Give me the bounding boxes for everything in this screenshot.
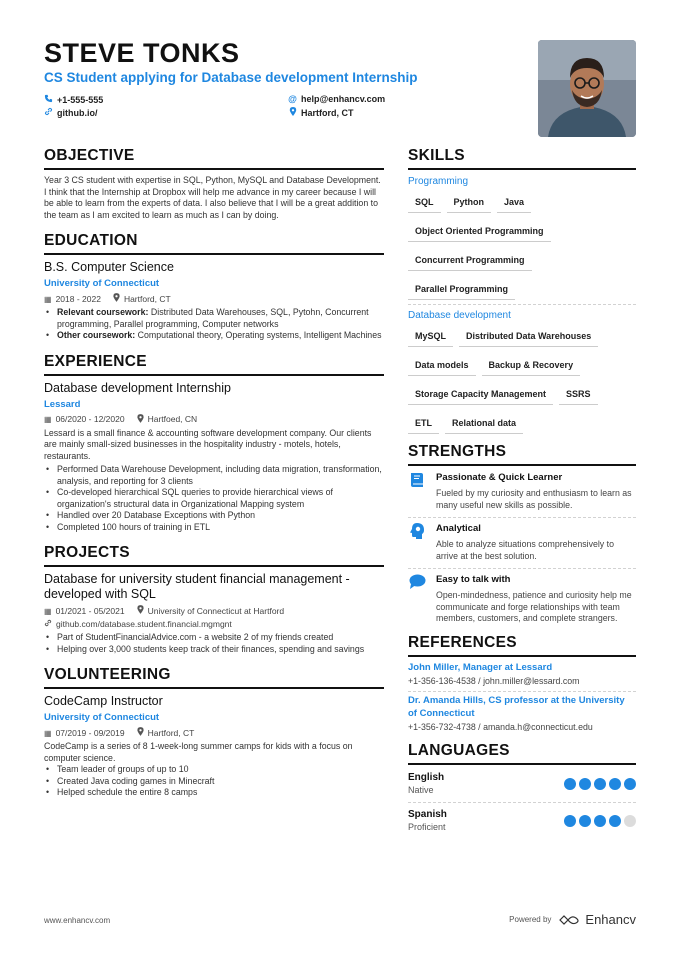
skill-row <box>408 326 636 347</box>
strengths-section <box>408 442 636 625</box>
project-meta <box>44 605 384 617</box>
powered-by-text: Powered by <box>509 915 552 924</box>
at-icon: @ <box>288 94 297 104</box>
reference-contact: +1-356-136-4538 / john.miller@lessard.com <box>408 676 580 686</box>
rating-dot-filled <box>609 778 621 790</box>
strength-text: Open-mindedness, patience and curiosity help me communicate and forge relationships with team members, customers, and complete strangers. <box>436 590 632 623</box>
skill-group-programming: Programming <box>408 176 469 187</box>
list-item <box>44 330 384 342</box>
rating-dot-filled <box>564 778 576 790</box>
language-item <box>408 807 636 837</box>
experience-location <box>137 414 198 426</box>
strength-item <box>408 471 636 511</box>
project-name: Database for university student financial management - developed with SQL <box>44 572 350 601</box>
list-item: • Created Java coding games in Minecraft <box>44 776 384 788</box>
calendar-icon: ▦ <box>44 728 52 738</box>
skill-row <box>408 250 636 271</box>
education-degree: B.S. Computer Science <box>44 260 174 274</box>
skill-tag: Distributed Data Warehouses <box>459 326 598 347</box>
email-text: help@enhancv.com <box>301 94 386 104</box>
volunteering-dates <box>44 727 125 739</box>
location-pin-icon <box>137 414 144 426</box>
strength-item <box>408 522 636 562</box>
skill-row <box>408 192 636 213</box>
footer-branding <box>509 912 636 927</box>
right-column <box>408 146 636 847</box>
language-rating <box>564 778 636 790</box>
education-title: EDUCATION <box>44 231 384 255</box>
strength-item <box>408 573 636 625</box>
education-dates <box>44 293 101 305</box>
strength-body <box>436 471 636 511</box>
experience-location-text: Hartfoed, CN <box>147 414 198 424</box>
project-dates-text: 01/2021 - 05/2021 <box>55 605 125 616</box>
references-title: REFERENCES <box>408 633 636 657</box>
bullet-text: Distributed Data Warehouses, SQL, Pytohn, Concurrent programming, Parallel programming, Computer networks <box>57 307 369 329</box>
skill-tag: Storage Capacity Management <box>408 384 553 405</box>
strength-text: Fueled by my curiosity and enthusiasm to learn as many useful new skills as possible. <box>436 488 632 510</box>
language-level: Proficient <box>408 822 446 832</box>
location-pin-icon <box>137 605 144 617</box>
phone-icon <box>44 94 53 105</box>
rating-dot-filled <box>624 778 636 790</box>
strength-title: Passionate & Quick Learner <box>436 472 563 483</box>
list-item: • Completed 100 hours of training in ETL <box>44 522 384 534</box>
language-info <box>408 772 444 796</box>
volunteering-meta <box>44 727 384 739</box>
resume-header <box>44 38 524 118</box>
education-school: University of Connecticut <box>44 278 160 289</box>
objective-section <box>44 146 384 221</box>
brand-name: Enhancv <box>585 912 636 927</box>
skill-tag: Object Oriented Programming <box>408 221 551 242</box>
email-contact[interactable] <box>288 94 385 104</box>
education-location <box>113 293 171 305</box>
volunteering-location <box>137 727 195 739</box>
location-text: Hartford, CT <box>301 107 354 118</box>
calendar-icon: ▦ <box>44 606 52 616</box>
enhancv-logo-icon <box>559 914 581 926</box>
education-section <box>44 231 384 342</box>
left-column <box>44 146 384 809</box>
reference-item <box>408 662 636 688</box>
strengths-title: STRENGTHS <box>408 442 636 466</box>
project-location <box>137 605 285 617</box>
divider <box>408 304 636 305</box>
rating-dot-filled <box>609 815 621 827</box>
skill-row <box>408 221 636 242</box>
skill-group-database: Database development <box>408 310 511 321</box>
language-level: Native <box>408 785 434 795</box>
strength-title: Analytical <box>436 523 481 534</box>
head-brain-icon <box>408 522 426 540</box>
bullet-label: Other coursework: <box>57 330 136 340</box>
rating-dot-filled <box>594 778 606 790</box>
rating-dot-filled <box>579 815 591 827</box>
profile-photo <box>538 40 636 137</box>
education-bullets <box>44 307 384 342</box>
divider <box>408 691 636 692</box>
experience-company: Lessard <box>44 398 81 410</box>
reference-name: John Miller, Manager at Lessard <box>408 661 553 673</box>
education-location-text: Hartford, CT <box>123 293 171 304</box>
language-info <box>408 809 447 833</box>
project-location-text: University of Connecticut at Hartford <box>147 605 285 616</box>
experience-dates <box>44 414 125 426</box>
book-icon <box>408 471 426 489</box>
skill-tag: Concurrent Programming <box>408 250 532 271</box>
volunteering-description: CodeCamp is a series of 8 1-week-long summer camps for kids with a focus on computer science. <box>44 741 353 763</box>
location-pin-icon <box>137 727 144 739</box>
calendar-icon: ▦ <box>44 415 52 424</box>
website-contact[interactable] <box>44 107 98 118</box>
list-item: • Co-developed hierarchical SQL queries to provide hierarchical views of organization's structural data in Organizational Mapping system <box>44 487 384 510</box>
link-icon <box>44 619 52 630</box>
languages-section <box>408 741 636 837</box>
website-text: github.io/ <box>57 107 98 118</box>
experience-role: Database development Internship <box>44 380 231 395</box>
skills-section <box>408 146 636 434</box>
skill-tag: Backup & Recovery <box>482 355 581 376</box>
skill-tag: SSRS <box>559 384 598 405</box>
experience-dates-text: 06/2020 - 12/2020 <box>55 414 125 424</box>
location-pin-icon <box>288 107 297 118</box>
volunteering-location-text: Hartford, CT <box>147 727 195 738</box>
skill-tag: Python <box>447 192 492 213</box>
volunteering-role: CodeCamp Instructor <box>44 694 163 708</box>
skill-tag: Parallel Programming <box>408 279 515 300</box>
list-item <box>44 307 384 330</box>
calendar-icon: ▦ <box>44 294 52 304</box>
bullet-label: Relevant coursework: <box>57 307 149 317</box>
project-link[interactable] <box>44 619 384 630</box>
phone-contact <box>44 94 103 105</box>
candidate-tagline: CS Student applying for Database development Internship <box>44 70 418 85</box>
skill-row <box>408 355 636 376</box>
rating-dot-empty <box>624 815 636 827</box>
language-name: Spanish <box>408 809 447 820</box>
experience-section <box>44 352 384 534</box>
experience-bullets <box>44 464 384 533</box>
skills-title: SKILLS <box>408 146 636 170</box>
footer-website[interactable]: www.enhancv.com <box>44 916 111 925</box>
skill-tag: Data models <box>408 355 476 376</box>
reference-name: Dr. Amanda Hills, CS professor at the University of Connecticut <box>408 695 625 719</box>
volunteering-title: VOLUNTEERING <box>44 665 384 689</box>
project-dates <box>44 605 125 617</box>
list-item: • Helped schedule the entire 8 camps <box>44 787 384 799</box>
bullet-text: Computational theory, Operating systems, Intelligent Machines <box>135 330 382 340</box>
education-dates-text: 2018 - 2022 <box>55 293 101 304</box>
projects-title: PROJECTS <box>44 543 384 567</box>
divider <box>408 517 636 518</box>
objective-title: OBJECTIVE <box>44 146 384 170</box>
list-item: • Performed Data Warehouse Development, including data migration, transformation, analysis, and reporting for 3 clients <box>44 464 384 487</box>
strength-body <box>436 522 636 562</box>
strength-body <box>436 573 636 625</box>
rating-dot-filled <box>594 815 606 827</box>
skill-row <box>408 384 636 405</box>
chat-bubble-icon <box>408 573 426 591</box>
volunteering-org: University of Connecticut <box>44 712 160 723</box>
rating-dot-filled <box>579 778 591 790</box>
divider <box>408 802 636 803</box>
skill-row <box>408 413 636 434</box>
location-pin-icon <box>113 293 120 305</box>
language-item <box>408 770 636 800</box>
objective-text: Year 3 CS student with expertise in SQL, Python, MySQL and Database Development. I think that the Internship at Dropbox will help me advance in my career because I will be able to learn from the experts of data. I also believe that I will be a great addition to the team as I am excited to learn as much as I can by doing. <box>44 175 381 220</box>
reference-item <box>408 695 636 733</box>
skill-tag: SQL <box>408 192 441 213</box>
list-item: • Handled over 20 Database Exceptions with Python <box>44 510 384 522</box>
volunteering-dates-text: 07/2019 - 09/2019 <box>55 727 125 738</box>
divider <box>408 568 636 569</box>
projects-section <box>44 543 384 655</box>
skill-tag: ETL <box>408 413 439 434</box>
contact-info <box>44 88 524 118</box>
list-item: • Helping over 3,000 students keep track of their finances, spending and savings <box>44 644 384 656</box>
experience-meta <box>44 414 384 426</box>
experience-description: Lessard is a small finance & accounting software development company. Our clients are mainly small-sized businesses in the hospitality industry - motels, hotels, restaurants. <box>44 427 372 461</box>
skill-tag: Java <box>497 192 531 213</box>
education-meta <box>44 293 384 305</box>
project-bullets <box>44 632 384 655</box>
phone-text: +1-555-555 <box>57 94 104 105</box>
language-rating <box>564 815 636 827</box>
languages-title: LANGUAGES <box>408 741 636 765</box>
link-icon <box>44 107 53 118</box>
skill-tag: Relational data <box>445 413 523 434</box>
candidate-name: STEVE TONKS <box>44 38 240 68</box>
strength-text: Able to analyze situations comprehensively to arrive at the best solution. <box>436 539 614 561</box>
references-section <box>408 633 636 734</box>
reference-contact: +1-356-732-4738 / amanda.h@connecticut.edu <box>408 722 593 732</box>
list-item: • Part of StudentFinancialAdvice.com - a website 2 of my friends created <box>44 632 384 644</box>
volunteering-section <box>44 665 384 799</box>
skill-tag: MySQL <box>408 326 453 347</box>
strength-title: Easy to talk with <box>436 574 511 585</box>
skill-row <box>408 279 636 300</box>
rating-dot-filled <box>564 815 576 827</box>
enhancv-logo[interactable] <box>559 912 636 927</box>
location-contact <box>288 107 354 118</box>
volunteering-bullets <box>44 764 384 799</box>
list-item: • Team leader of groups of up to 10 <box>44 764 384 776</box>
project-link-item[interactable] <box>44 619 232 630</box>
project-link-text: github.com/database.student.financial.mgmgnt <box>56 619 232 629</box>
language-name: English <box>408 772 445 783</box>
experience-title: EXPERIENCE <box>44 352 384 376</box>
